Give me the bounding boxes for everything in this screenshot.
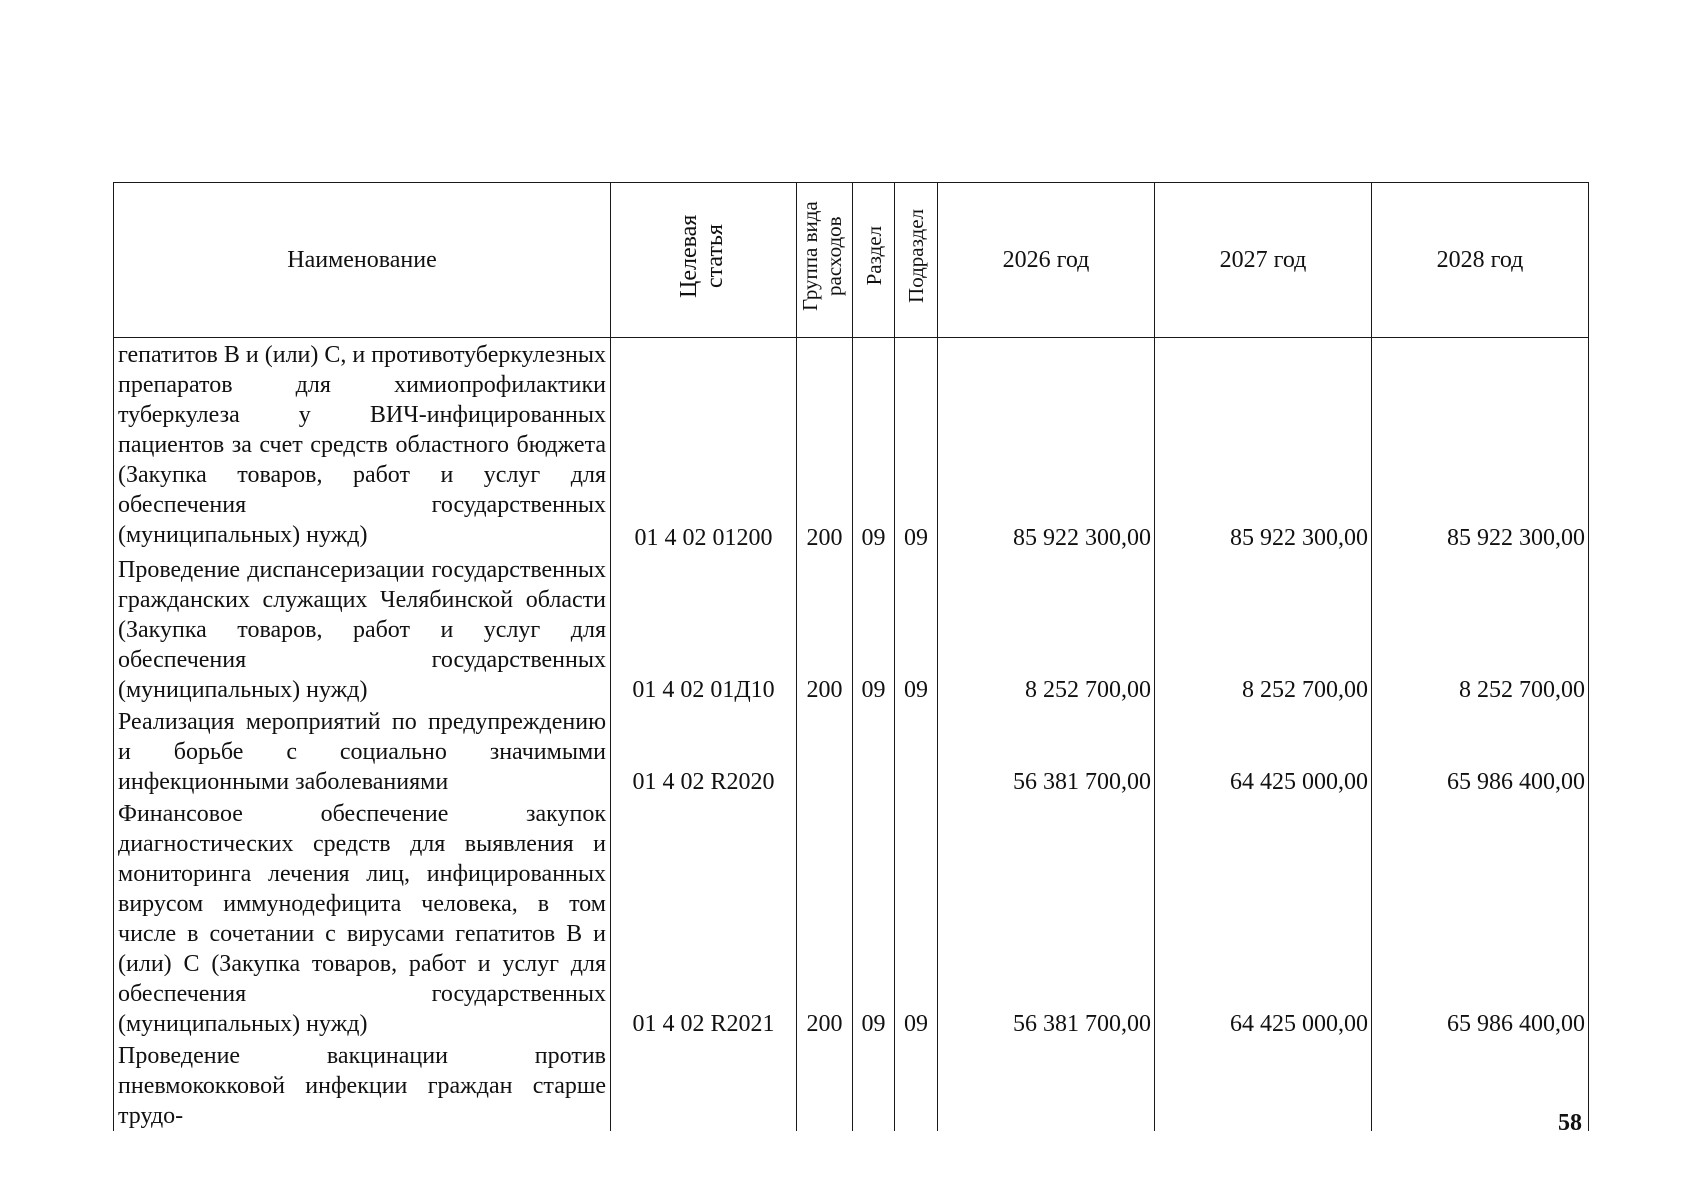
row-name: Проведение вакцинации против пневмококковой инфекции граждан старше трудо-: [114, 1039, 611, 1131]
row-2028: 8 252 700,00: [1372, 553, 1589, 705]
row-2027: [1155, 1039, 1372, 1131]
row-subsection: [895, 1039, 938, 1131]
header-row: [114, 183, 1589, 338]
row-section: 09: [853, 338, 895, 553]
row-name: Проведение диспансеризации государственных гражданских служащих Челябинской области (Закупка товаров, работ и услуг для обеспечения государственных (муниципальных) нужд): [114, 553, 611, 705]
header-group-cell: [797, 183, 853, 338]
header-2028: 2028 год: [1436, 247, 1524, 273]
row-2026: [938, 1039, 1155, 1131]
row-subsection: 09: [895, 338, 938, 553]
table-row: [114, 705, 1589, 797]
row-name: гепатитов В и (или) С, и противотуберкулезных препаратов для химиопрофилактики туберкулеза у ВИЧ-инфицированных пациентов за счет средств областного бюджета (Закупка товаров, работ и услуг для обеспечения государственных (муниципальных) нужд): [114, 338, 611, 553]
row-2026: 85 922 300,00: [938, 338, 1155, 553]
header-2026: 2026 год: [1002, 247, 1090, 273]
header-group: Группа вида расходов: [797, 201, 846, 311]
page-number: 58: [1558, 1110, 1582, 1136]
row-name: Реализация мероприятий по предупреждению и борьбе с социально значимыми инфекционными заболеваниями: [114, 705, 611, 797]
header-2026-cell: [938, 183, 1155, 338]
row-subsection: [895, 705, 938, 797]
header-2027-cell: [1155, 183, 1372, 338]
row-2028: [1372, 1039, 1589, 1131]
header-subsection: Подраздел: [904, 209, 928, 303]
header-section-cell: [853, 183, 895, 338]
row-2027: 8 252 700,00: [1155, 553, 1372, 705]
row-2027: 64 425 000,00: [1155, 705, 1372, 797]
row-2028: 85 922 300,00: [1372, 338, 1589, 553]
row-name: Финансовое обеспечение закупок диагностических средств для выявления и мониторинга лечения лиц, инфицированных вирусом иммунодефицита человека, в том числе в сочетании с вирусами гепатитов В и (или) С (Закупка товаров, работ и услуг для обеспечения государственных (муниципальных) нужд): [114, 797, 611, 1039]
header-subsection-cell: [895, 183, 938, 338]
row-section: 09: [853, 553, 895, 705]
row-2026: 56 381 700,00: [938, 797, 1155, 1039]
row-group: 200: [797, 338, 853, 553]
header-target: Целевая статья: [675, 214, 728, 298]
table-row: [114, 338, 1589, 553]
row-target: [611, 1039, 797, 1131]
row-section: [853, 1039, 895, 1131]
row-2026: 56 381 700,00: [938, 705, 1155, 797]
table-body: [114, 338, 1589, 1131]
row-2027: 64 425 000,00: [1155, 797, 1372, 1039]
row-target: 01 4 02 R2020: [611, 705, 797, 797]
row-2026: 8 252 700,00: [938, 553, 1155, 705]
header-2027: 2027 год: [1219, 247, 1307, 273]
row-target: 01 4 02 R2021: [611, 797, 797, 1039]
row-subsection: 09: [895, 553, 938, 705]
row-group: [797, 1039, 853, 1131]
row-section: [853, 705, 895, 797]
header-section: Раздел: [861, 226, 886, 286]
header-2028-cell: [1372, 183, 1589, 338]
row-subsection: 09: [895, 797, 938, 1039]
row-group: 200: [797, 797, 853, 1039]
table-row: [114, 797, 1589, 1039]
table-header: [114, 183, 1589, 338]
header-name: Наименование: [287, 247, 437, 273]
header-name-cell: [114, 183, 611, 338]
row-group: [797, 705, 853, 797]
budget-table: [113, 182, 1589, 1131]
row-2027: 85 922 300,00: [1155, 338, 1372, 553]
row-section: 09: [853, 797, 895, 1039]
row-2028: 65 986 400,00: [1372, 705, 1589, 797]
table-row: [114, 553, 1589, 705]
header-target-cell: [611, 183, 797, 338]
row-target: 01 4 02 01200: [611, 338, 797, 553]
table-row: [114, 1039, 1589, 1131]
row-target: 01 4 02 01Д10: [611, 553, 797, 705]
row-2028: 65 986 400,00: [1372, 797, 1589, 1039]
row-group: 200: [797, 553, 853, 705]
